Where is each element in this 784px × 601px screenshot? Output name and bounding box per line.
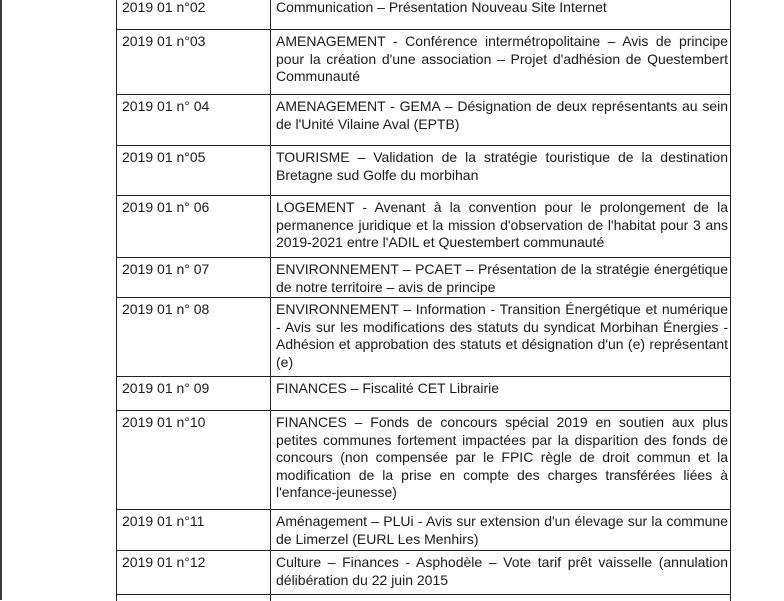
column-divider xyxy=(270,0,271,30)
column-divider xyxy=(730,510,731,551)
deliberation-subject: ENVIRONNEMENT – Information - Transition Énergétique et numérique - Avis sur les modifications des statuts du syndicat Morbihan Énergies - Adhésion et approbation des statuts et désignation d'un (e) représentant (e) xyxy=(276,301,728,370)
deliberation-subject: TOURISME – Validation de la stratégie touristique de la destination Bretagne sud Golfe du morbihan xyxy=(276,149,728,183)
deliberation-number: 2019 01 n° 08 xyxy=(122,301,210,317)
column-divider xyxy=(270,30,271,95)
column-divider xyxy=(116,146,117,196)
deliberation-number: 2019 01 n°12 xyxy=(122,554,206,570)
deliberation-subject: FINANCES – Fiscalité CET Librairie xyxy=(276,380,500,396)
table-row xyxy=(116,0,731,29)
deliberation-number: 2019 01 n°03 xyxy=(122,33,206,49)
deliberation-subject: AMENAGEMENT - Conférence intermétropolitaine – Avis de principe pour la création d'une association – Projet d'adhésion de Questembert Communauté xyxy=(276,33,728,84)
column-divider xyxy=(116,30,117,95)
table-row xyxy=(116,257,731,297)
table-row xyxy=(116,297,731,376)
column-divider xyxy=(730,551,731,595)
column-divider xyxy=(116,377,117,411)
column-divider xyxy=(270,551,271,595)
column-divider xyxy=(270,411,271,510)
column-divider xyxy=(270,595,271,601)
column-divider xyxy=(270,146,271,196)
deliberation-number: 2019 01 n°05 xyxy=(122,149,206,165)
column-divider xyxy=(730,0,731,30)
column-divider xyxy=(116,196,117,258)
column-divider xyxy=(730,95,731,146)
column-divider xyxy=(730,146,731,196)
column-divider xyxy=(116,298,117,377)
column-divider xyxy=(116,411,117,510)
column-divider xyxy=(116,258,117,298)
column-divider xyxy=(730,298,731,377)
table-row xyxy=(116,29,731,94)
deliberation-number: 2019 01 n° 06 xyxy=(122,199,210,215)
deliberation-number: 2019 01 n° 09 xyxy=(122,380,210,396)
column-divider xyxy=(270,196,271,258)
table-row xyxy=(116,94,731,145)
column-divider xyxy=(116,551,117,595)
table-row xyxy=(116,509,731,550)
column-divider xyxy=(116,0,117,30)
column-divider xyxy=(270,377,271,411)
deliberation-subject: Culture – Finances - Asphodèle – Vote tarif prêt vaisselle (annulation délibération du 22 juin 2015 xyxy=(276,554,728,588)
deliberation-subject: FINANCES – Fonds de concours spécial 2019 en soutien aux plus petites communes fortement impactées par la disparition des fonds de concours (non compensée par le FPIC règle de droit commun et la modification de la prise en compte des charges transférées liées à l'enfance-jeunesse) xyxy=(276,414,728,500)
table-row xyxy=(116,550,731,594)
deliberation-number: 2019 01 n°10 xyxy=(122,414,206,430)
column-divider xyxy=(116,595,117,601)
column-divider xyxy=(730,258,731,298)
column-divider xyxy=(730,595,731,601)
column-divider xyxy=(730,377,731,411)
column-divider xyxy=(270,510,271,551)
deliberation-number: 2019 01 n°11 xyxy=(122,513,205,529)
column-divider xyxy=(116,95,117,146)
column-divider xyxy=(730,30,731,95)
column-divider xyxy=(730,196,731,258)
table-row xyxy=(116,195,731,257)
column-divider xyxy=(270,298,271,377)
table-row xyxy=(116,410,731,509)
deliberation-subject: AMENAGEMENT - GEMA – Désignation de deux représentants au sein de l'Unité Vilaine Aval (EPTB) xyxy=(276,98,728,132)
table-row xyxy=(116,145,731,195)
column-divider xyxy=(116,510,117,551)
page-edge xyxy=(0,0,2,600)
deliberation-subject: Communication – Présentation Nouveau Site Internet xyxy=(276,0,607,15)
deliberation-number: 2019 01 n° 07 xyxy=(122,261,210,277)
deliberation-subject: ENVIRONNEMENT – PCAET – Présentation de la stratégie énergétique de notre territoire – avis de principe xyxy=(276,261,728,295)
table-row xyxy=(116,376,731,410)
deliberation-subject: LOGEMENT - Avenant à la convention pour le prolongement de la permanence juridique et la mission d'observation de l'habitat pour 3 ans 2019-2021 entre l'ADIL et Questembert communauté xyxy=(276,199,728,250)
deliberation-number: 2019 01 n° 04 xyxy=(122,98,210,114)
deliberation-subject: Aménagement – PLUi - Avis sur extension d'un élevage sur la commune de Limerzel (EURL Les Menhirs) xyxy=(276,513,728,547)
column-divider xyxy=(270,95,271,146)
deliberation-number: 2019 01 n°02 xyxy=(122,0,206,15)
column-divider xyxy=(730,411,731,510)
table-row-continuation xyxy=(116,594,731,600)
column-divider xyxy=(270,258,271,298)
